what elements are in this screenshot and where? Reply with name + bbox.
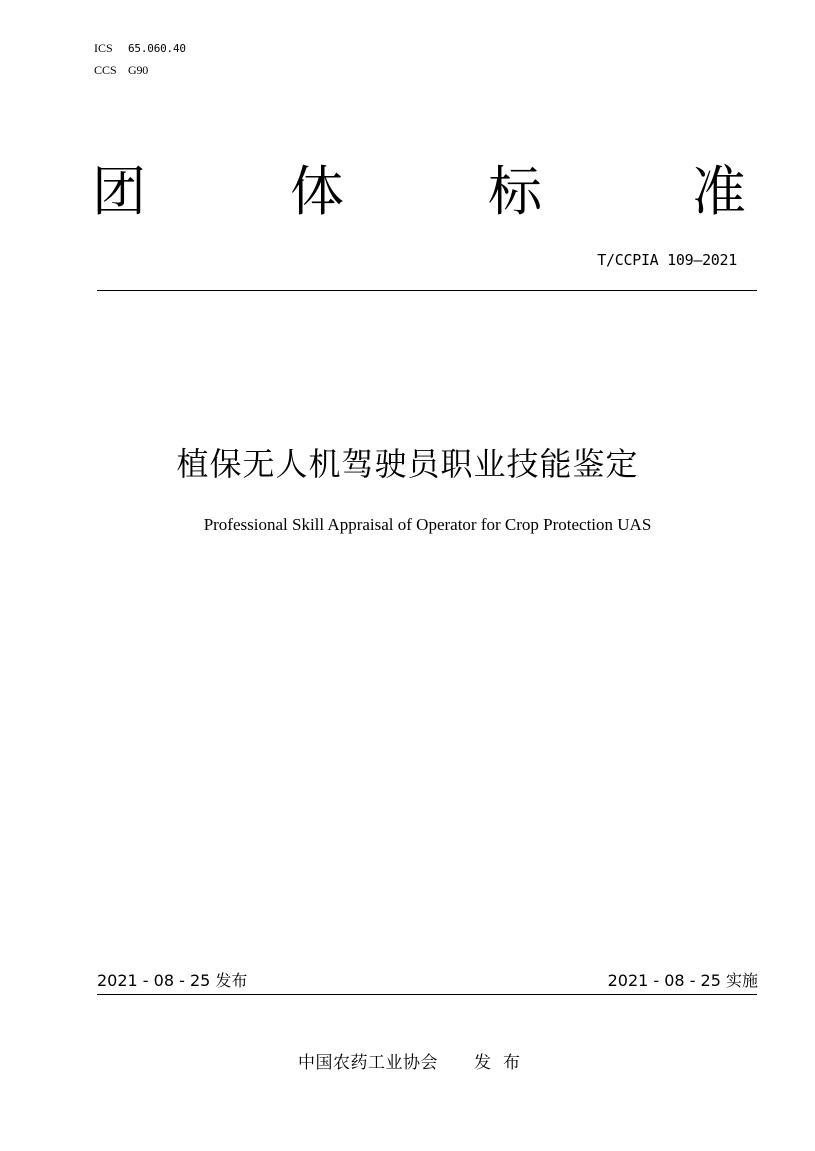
ccs-value: G90: [128, 63, 149, 77]
ccs-classification: [94, 63, 148, 77]
implementation-date: 2021 - 08 - 25 实施: [607, 971, 758, 990]
ics-label: ICS: [94, 41, 113, 55]
standard-type-char-2: 体: [290, 160, 344, 223]
publisher-line: [298, 1051, 532, 1075]
ics-value: 65.060.40: [128, 42, 186, 55]
publisher-action: 发布: [474, 1053, 532, 1073]
ccs-label: CCS: [94, 63, 117, 77]
footer-divider: [97, 994, 757, 995]
issue-date: 2021 - 08 - 25 发布: [97, 971, 248, 990]
standard-type-char-3: 标: [488, 160, 542, 223]
document-title-english: Professional Skill Appraisal of Operator for Crop Protection UAS: [203, 515, 652, 534]
publisher-organization: 中国农药工业协会: [298, 1053, 438, 1073]
ics-classification: [94, 41, 186, 56]
standard-type-char-1: 团: [92, 160, 146, 223]
standard-number: T/CCPIA 109—2021: [597, 251, 737, 269]
header-divider: [97, 290, 757, 291]
standard-type-char-4: 准: [692, 160, 746, 223]
document-title-chinese: 植保无人机驾驶员职业技能鉴定: [176, 445, 639, 483]
